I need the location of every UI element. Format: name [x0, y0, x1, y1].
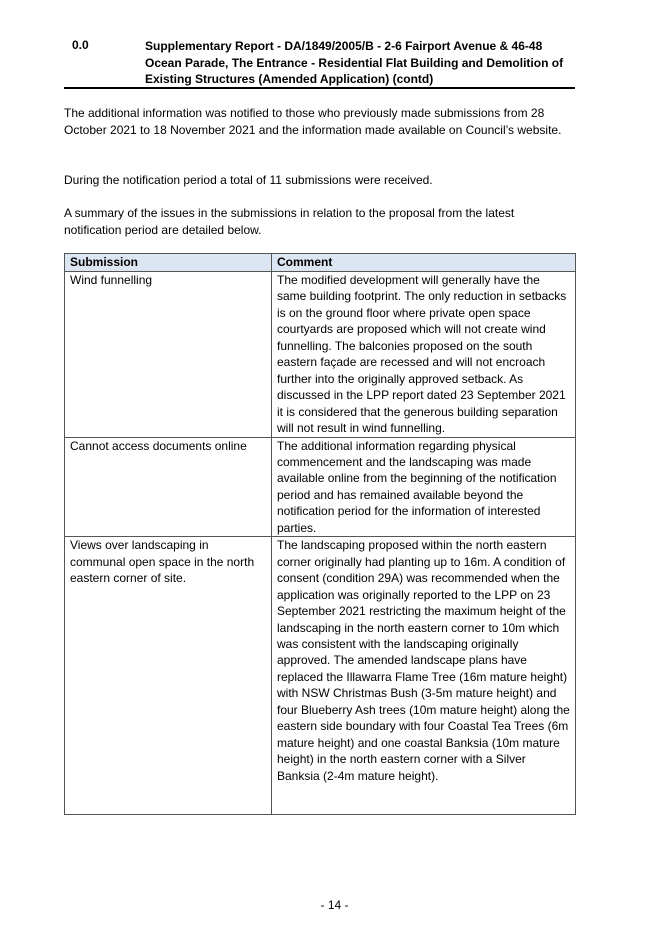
- submission-cell: Cannot access documents online: [65, 437, 272, 537]
- submissions-count-paragraph: During the notification period a total of 11 submissions were received.: [64, 173, 433, 187]
- summary-intro-paragraph: A summary of the issues in the submissions in relation to the proposal from the latest notification period are detailed below.: [64, 206, 515, 237]
- page-number: - 14 -: [320, 898, 349, 912]
- submission-cell: Wind funnelling: [65, 272, 272, 438]
- report-title: Supplementary Report - DA/1849/2005/B - 2-6 Fairport Avenue & 46-48 Ocean Parade, The Entrance - Residential Flat Building and Demolition of Existing Structures (Amended Application) (contd): [145, 39, 564, 86]
- table-row: [65, 272, 576, 438]
- submission-cell: Views over landscaping in communal open space in the north eastern corner of site.: [65, 537, 272, 815]
- table-header-row: [65, 254, 576, 272]
- report-header: [64, 38, 574, 88]
- header-divider: [64, 87, 575, 89]
- column-header-submission: Submission: [65, 254, 272, 272]
- table-row: [65, 437, 576, 537]
- comment-cell: The landscaping proposed within the north eastern corner originally had planting up to 16m. A condition of consent (condition 29A) was recommended when the application was originally reported to the LPP on 23 September 2021 restricting the maximum height of the landscaping in the north eastern corner to 10m which was consistent with the landscaping originally approved. The amended landscape plans have replaced the Illawarra Flame Tree (16m mature height) with NSW Christmas Bush (3-5m mature height) and four Blueberry Ash trees (10m mature height) along the eastern side boundary with four Coastal Tea Trees (6m mature height) and one coastal Banksia (10m mature height) in the north eastern corner with a Silver Banksia (2-4m mature height).: [272, 537, 576, 815]
- column-header-comment: Comment: [272, 254, 576, 272]
- comment-cell: The additional information regarding physical commencement and the landscaping was made available online from the beginning of the notification period and has remained available beyond the notification period for the information of interested parties.: [272, 437, 576, 537]
- comment-cell: The modified development will generally have the same building footprint. The only reduction in setbacks is on the ground floor where private open space courtyards are proposed which will not create wind funnelling. The balconies proposed on the south eastern façade are recessed and will not encroach further into the originally approved setback. As discussed in the LPP report dated 23 September 2021 it is considered that the generous building separation will not result in wind funnelling.: [272, 272, 576, 438]
- item-number: 0.0: [72, 38, 89, 52]
- notification-paragraph: The additional information was notified to those who previously made submissions from 28 October 2021 to 18 November 2021 and the information made available on Council’s website.: [64, 106, 562, 137]
- table-row: [65, 537, 576, 815]
- submissions-table: [64, 253, 576, 815]
